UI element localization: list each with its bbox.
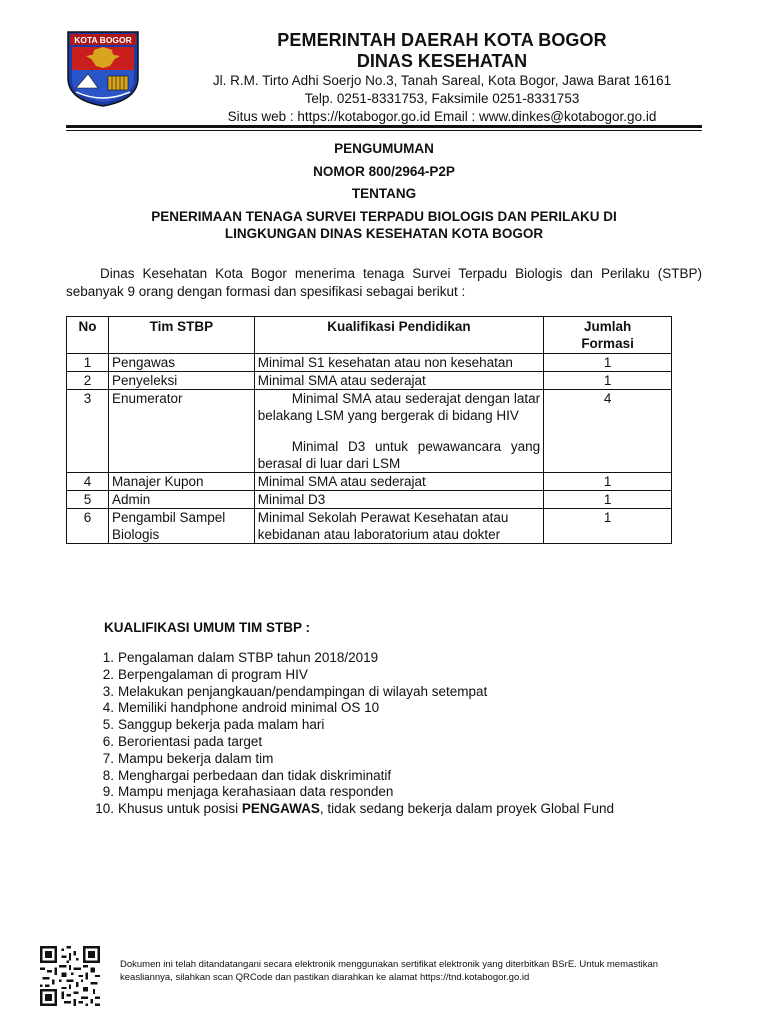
agency-phone: Telp. 0251-8331753, Faksimile 0251-8331753 <box>304 91 580 106</box>
list-number: 3. <box>102 683 114 699</box>
header-jumlah-line-2: Formasi <box>581 336 634 351</box>
list-item <box>90 700 710 717</box>
cell-jumlah: 1 <box>544 473 672 491</box>
cell-no: 5 <box>67 491 109 509</box>
list-text: Mampu menjaga kerahasiaan data responden <box>118 784 394 800</box>
list-number: 2. <box>102 666 114 682</box>
formation-table <box>66 316 672 544</box>
list-number: 4. <box>102 700 114 716</box>
cell-tim: Manajer Kupon <box>108 473 254 491</box>
list-number: 7. <box>102 750 114 766</box>
cell-kualifikasi: Minimal SMA atau sederajat <box>254 372 543 390</box>
government-name: PEMERINTAH DAERAH KOTA BOGOR <box>277 30 607 50</box>
list-item <box>90 751 710 768</box>
cell-no: 1 <box>67 354 109 372</box>
list-item <box>90 650 710 667</box>
table-row <box>67 491 672 509</box>
list-text-suffix: , tidak sedang bekerja dalam proyek Global Fund <box>319 801 615 817</box>
list-item <box>90 734 710 751</box>
cell-no: 6 <box>67 509 109 544</box>
list-item <box>90 667 710 684</box>
cell-tim: Enumerator <box>108 390 254 473</box>
cell-kualifikasi: Minimal SMA atau sederajat <box>254 473 543 491</box>
cell-tim: Pengawas <box>108 354 254 372</box>
list-text: Menghargai perbedaan dan tidak diskriminatif <box>118 767 392 783</box>
cell-tim: Admin <box>108 491 254 509</box>
cell-kualifikasi: Minimal D3 <box>254 491 543 509</box>
cell-jumlah: 1 <box>544 509 672 544</box>
subject-line-1: PENERIMAAN TENAGA SURVEI TERPADU BIOLOGIS DAN PERILAKU DI <box>151 209 617 224</box>
cell-tim: Penyeleksi <box>108 372 254 390</box>
cell-no: 2 <box>67 372 109 390</box>
letterhead <box>66 30 706 122</box>
cell-kualifikasi <box>254 390 543 473</box>
footer-line-2: keasliannya, silahkan scan QRCode dan pastikan diarahkan ke alamat https://tnd.kotabogor.go.id <box>120 972 530 983</box>
cell-jumlah: 1 <box>544 372 672 390</box>
table-row <box>67 473 672 491</box>
table-row <box>67 509 672 544</box>
header-tim: Tim STBP <box>108 317 254 354</box>
table-row <box>67 372 672 390</box>
qr-code-icon <box>40 946 100 1006</box>
agency-name: DINAS KESEHATAN <box>356 51 528 71</box>
list-text: Sanggup bekerja pada malam hari <box>118 717 325 733</box>
subject-line-2: LINGKUNGAN DINAS KESEHATAN KOTA BOGOR <box>224 226 544 241</box>
paragraph-gap <box>258 424 540 438</box>
list-text: Berorientasi pada target <box>118 733 263 749</box>
agency-web-email: Situs web : https://kotabogor.go.id Email : www.dinkes@kotabogor.go.id <box>227 109 657 124</box>
table-row <box>67 390 672 473</box>
list-number: 10. <box>95 801 114 817</box>
table-row <box>67 354 672 372</box>
list-text: Melakukan penjangkauan/pendampingan di wilayah setempat <box>118 683 488 699</box>
list-text: Memiliki handphone android minimal OS 10 <box>118 700 380 716</box>
agency-address: Jl. R.M. Tirto Adhi Soerjo No.3, Tanah Sareal, Kota Bogor, Jawa Barat 16161 <box>212 73 672 88</box>
header-jumlah <box>544 317 672 354</box>
list-number: 1. <box>102 650 114 665</box>
letterhead-divider-thin <box>66 130 702 131</box>
cell-kualifikasi: Minimal Sekolah Perawat Kesehatan atau kebidanan atau laboratorium atau dokter <box>254 509 543 544</box>
cell-tim: Pengambil Sampel Biologis <box>108 509 254 544</box>
e-signature-notice <box>120 958 720 984</box>
kota-bogor-emblem-icon <box>66 30 140 108</box>
footer-line-1: Dokumen ini telah ditandatangani secara elektronik menggunakan sertifikat elektronik yang diterbitkan BSrE. Untuk memastikan <box>120 959 659 970</box>
announcement-title: PENGUMUMAN <box>334 141 434 156</box>
list-item <box>90 684 710 701</box>
cell-jumlah: 4 <box>544 390 672 473</box>
logo-banner-text: KOTA BOGOR <box>74 35 132 45</box>
intro-paragraph: Dinas Kesehatan Kota Bogor menerima tenaga Survei Terpadu Biologis dan Perilaku (STBP) sebanyak 9 orang dengan formasi dan spesifikasi sebagai berikut : <box>66 266 702 299</box>
list-number: 5. <box>102 717 114 733</box>
cell-no: 4 <box>67 473 109 491</box>
announcement-about: TENTANG <box>351 186 417 201</box>
list-text: Pengalaman dalam STBP tahun 2018/2019 <box>118 650 379 665</box>
kualifikasi-paragraph-1: Minimal SMA atau sederajat dengan latar belakang LSM yang bergerak di bidang HIV <box>257 391 541 423</box>
header-no: No <box>67 317 109 354</box>
header-jumlah-line-1: Jumlah <box>583 319 632 334</box>
header-kualifikasi: Kualifikasi Pendidikan <box>254 317 543 354</box>
general-qualifications-title: KUALIFIKASI UMUM TIM STBP : <box>104 620 310 635</box>
cell-kualifikasi: Minimal S1 kesehatan atau non kesehatan <box>254 354 543 372</box>
cell-jumlah: 1 <box>544 354 672 372</box>
list-number: 9. <box>102 784 114 800</box>
list-item <box>90 784 710 801</box>
list-item <box>90 768 710 785</box>
list-item <box>90 801 710 818</box>
list-item <box>90 717 710 734</box>
letterhead-text <box>162 30 722 126</box>
list-text: Mampu bekerja dalam tim <box>118 750 274 766</box>
general-qualifications-list <box>90 650 710 818</box>
list-number: 8. <box>102 767 114 783</box>
announcement-number: NOMOR 800/2964-P2P <box>313 164 455 179</box>
kualifikasi-paragraph-2: Minimal D3 untuk pewawancara yang berasal di luar dari LSM <box>257 439 541 471</box>
list-text-emphasis: PENGAWAS <box>241 801 320 817</box>
list-text: Berpengalaman di program HIV <box>118 666 308 682</box>
table-header-row <box>67 317 672 354</box>
cell-jumlah: 1 <box>544 491 672 509</box>
announcement-subject <box>66 208 702 242</box>
letterhead-divider-thick <box>66 125 702 128</box>
list-number: 6. <box>102 733 114 749</box>
list-text-prefix: Khusus untuk posisi <box>118 801 242 817</box>
cell-no: 3 <box>67 390 109 473</box>
